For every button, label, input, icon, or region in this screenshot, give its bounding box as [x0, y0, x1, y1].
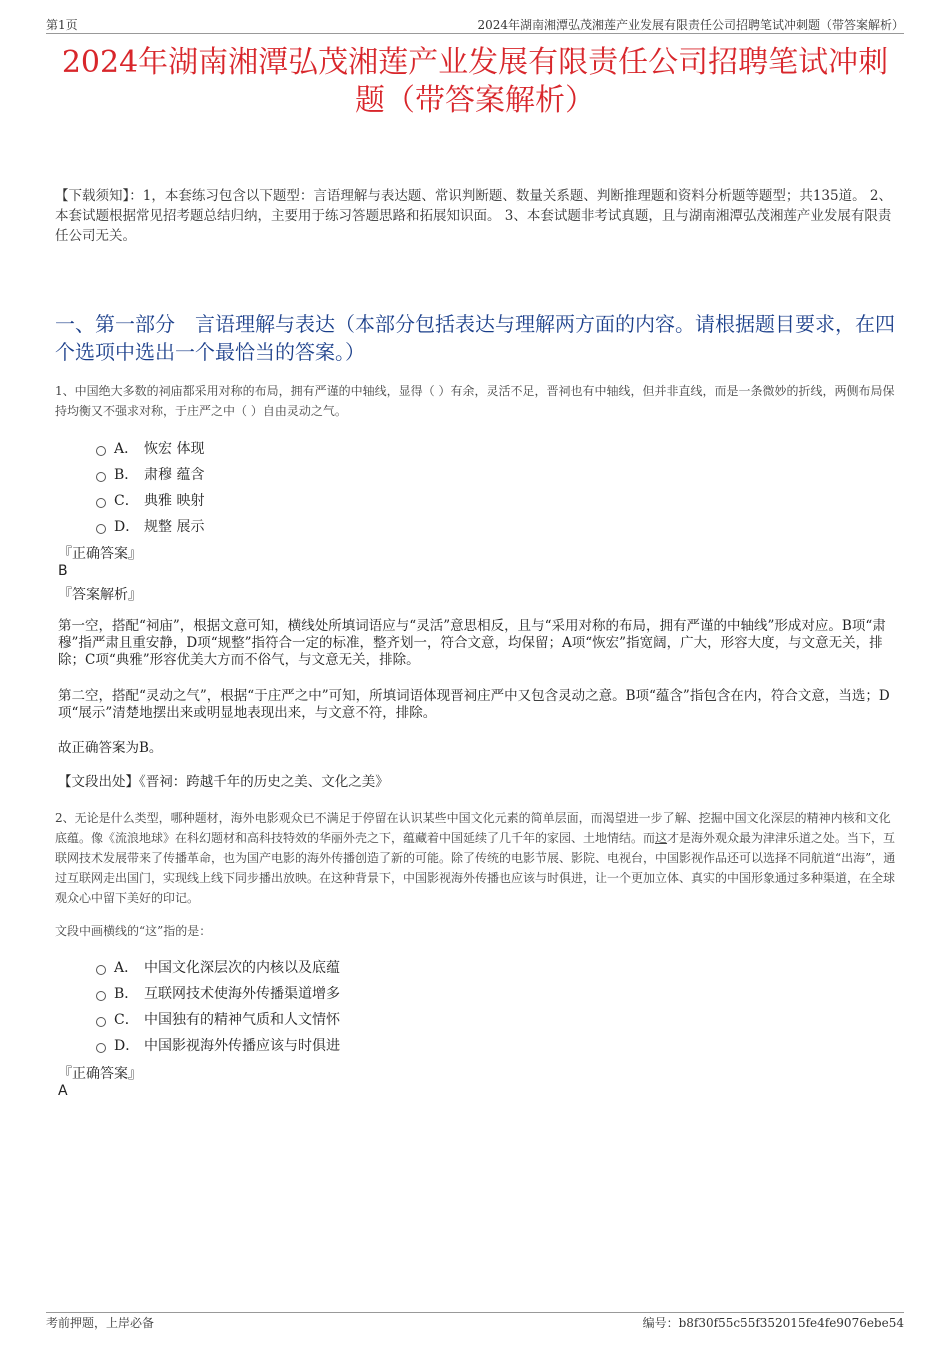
- document-title: 2024年湖南湘潭弘茂湘莲产业发展有限责任公司招聘笔试冲刺题（带答案解析）: [61, 45, 889, 118]
- option-c[interactable]: C． 典雅 映射: [96, 487, 204, 513]
- radio-icon[interactable]: [96, 965, 106, 975]
- underlined-word: 这: [655, 831, 668, 845]
- option-c[interactable]: C． 中国独有的精神气质和人文情怀: [96, 1006, 340, 1032]
- option-a[interactable]: A． 恢宏 体现: [96, 435, 204, 461]
- answer-label: 『正确答案』: [58, 546, 142, 562]
- page-number: 第1页: [46, 18, 78, 32]
- header-doc-title: 2024年湖南湘潭弘茂湘莲产业发展有限责任公司招聘笔试冲刺题（带答案解析）: [477, 18, 904, 32]
- answer-label: 『正确答案』: [58, 1066, 142, 1082]
- radio-icon[interactable]: [96, 991, 106, 1001]
- analysis-paragraph: 第二空，搭配“灵动之气”，根据“于庄严之中”可知，所填词语体现晋祠庄严中又包含灵动之意。B项“蕴含”指包含在内，符合文意，当选；D项“展示”清楚地摆出来或明显地表现出来，与文意不符，排除。: [58, 688, 890, 721]
- radio-icon[interactable]: [96, 446, 106, 456]
- answer-value: B: [58, 563, 68, 579]
- footer-slogan: 考前押题，上岸必备: [46, 1316, 155, 1330]
- question-1-options: [96, 435, 204, 539]
- radio-icon[interactable]: [96, 498, 106, 508]
- page-header: [46, 14, 904, 34]
- footer-doc-id: 编号：b8f30f55c55f352015fe4fe9076ebe54: [642, 1316, 904, 1330]
- header-divider: [46, 33, 904, 34]
- section-heading: 一、第一部分 言语理解与表达（本部分包括表达与理解两方面的内容。请根据题目要求，在四个选项中选出一个最恰当的答案。）: [55, 312, 895, 364]
- radio-icon[interactable]: [96, 1017, 106, 1027]
- radio-icon[interactable]: [96, 524, 106, 534]
- question-2-text: 2、无论是什么类型，哪种题材，海外电影观众已不满足于停留在认识某些中国文化元素的简单层面，而渴望进一步了解、挖掘中国文化深层的精神内核和文化底蕴。像《流浪地球》在科幻题材和高科技特效的华丽外壳之下，蕴藏着中国延续了几千年的家园、土地情结。而这才是海外观众最为津津乐道之处。当下，互联网技术发展带来了传播革命，也为国产电影的海外传播创造了新的可能。除了传统的电影节展、影院、电视台，中国影视作品还可以选择不同航道“出海”，通过互联网走出国门，实现线上线下同步播出放映。在这种背景下，中国影视海外传播也应该与时俱进，让一个更加立体、真实的中国形象通过多种渠道，在全球观众心中留下美好的印记。: [55, 811, 896, 905]
- analysis-paragraph: 第一空，搭配“祠庙”，根据文意可知，横线处所填词语应与“灵活”意思相反，且与“采用对称的布局，拥有严谨的中轴线”形成对应。B项“肃穆”指严肃且重安静，D项“规整”指符合一定的标准，整齐划一，符合文意，均保留；A项“恢宏”指宽阔，广大，形容大度，与文意无关，排除；C项“典雅”形容优美大方而不俗气，与文意无关，排除。: [58, 618, 886, 668]
- option-d[interactable]: D． 中国影视海外传播应该与时俱进: [96, 1032, 340, 1058]
- footer-divider: [46, 1312, 904, 1313]
- option-b[interactable]: B． 肃穆 蕴含: [96, 461, 204, 487]
- option-a[interactable]: A． 中国文化深层次的内核以及底蕴: [96, 954, 340, 980]
- radio-icon[interactable]: [96, 472, 106, 482]
- source-reference: 【文段出处】《晋祠：跨越千年的历史之美、文化之美》: [58, 774, 389, 790]
- download-notice: 【下载须知】：1，本套练习包含以下题型：言语理解与表达题、常识判断题、数量关系题、判断推理题和资料分析题等题型；共135道。 2、本套试题根据常见招考题总结归纳，主要用于练习答题思路和拓展知识面。 3、本套试题非考试真题，且与湖南湘潭弘茂湘莲产业发展有限责任公司无关。: [55, 188, 892, 244]
- analysis-label: 『答案解析』: [58, 587, 142, 603]
- radio-icon[interactable]: [96, 1043, 106, 1053]
- analysis-conclusion: 故正确答案为B。: [58, 740, 163, 756]
- option-b[interactable]: B． 互联网技术使海外传播渠道增多: [96, 980, 340, 1006]
- question-1-text: 1、中国绝大多数的祠庙都采用对称的布局，拥有严谨的中轴线，显得（ ）有余，灵活不足，晋祠也有中轴线，但并非直线，而是一条微妙的折线，两侧布局保持均衡又不强求对称，于庄严之中（ ）自由灵动之气。: [55, 384, 895, 418]
- answer-value: A: [58, 1083, 68, 1099]
- question-2-prompt: 文段中画横线的“这”指的是：: [55, 924, 212, 938]
- question-2-options: [96, 954, 340, 1058]
- option-d[interactable]: D． 规整 展示: [96, 513, 204, 539]
